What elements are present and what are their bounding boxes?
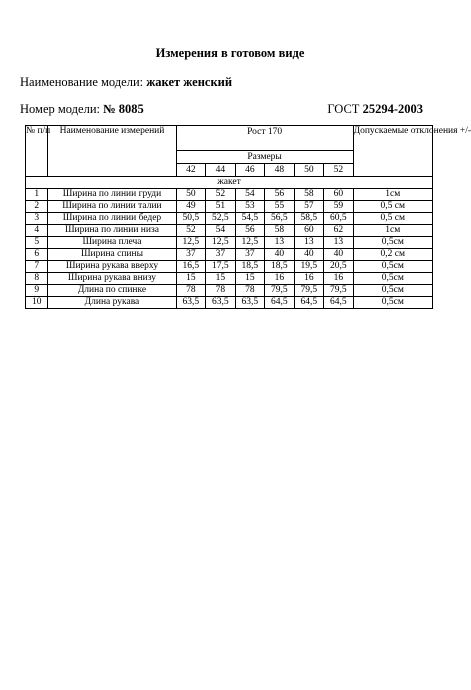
measurement-value: 40	[265, 249, 295, 261]
measurement-value: 20,5	[324, 261, 354, 273]
tolerance-value: 1см	[353, 225, 432, 237]
gost-line	[327, 102, 423, 117]
header-num: № п/п	[26, 126, 48, 177]
measurement-value: 56	[265, 189, 295, 201]
row-number: 2	[26, 201, 48, 213]
measurement-value: 50	[176, 189, 206, 201]
table-row	[26, 261, 433, 273]
measurement-value: 16,5	[176, 261, 206, 273]
section-label: жакет	[26, 177, 433, 189]
measurement-value: 15	[206, 273, 236, 285]
table-row	[26, 285, 433, 297]
model-number-value: № 8085	[103, 102, 144, 116]
measurement-value: 79,5	[265, 285, 295, 297]
gost-label: ГОСТ	[327, 102, 360, 116]
measurement-value: 50,5	[176, 213, 206, 225]
table-row	[26, 201, 433, 213]
measurement-name: Ширина по линии талии	[48, 201, 176, 213]
size-cell: 46	[235, 164, 265, 177]
measurement-value: 13	[294, 237, 324, 249]
tolerance-value: 0,5см	[353, 261, 432, 273]
measurement-value: 56,5	[265, 213, 295, 225]
measurement-value: 52	[176, 225, 206, 237]
header-height: Рост 170	[176, 126, 353, 151]
row-number: 9	[26, 285, 48, 297]
row-number: 5	[26, 237, 48, 249]
measurement-value: 63,5	[235, 297, 265, 309]
measurement-value: 54,5	[235, 213, 265, 225]
row-number: 3	[26, 213, 48, 225]
measurement-value: 64,5	[265, 297, 295, 309]
measurement-value: 58,5	[294, 213, 324, 225]
tolerance-value: 0,5 см	[353, 201, 432, 213]
table-row	[26, 225, 433, 237]
measurement-value: 37	[176, 249, 206, 261]
header-name: Наименование измерений	[48, 126, 176, 177]
measurement-value: 51	[206, 201, 236, 213]
measurement-value: 53	[235, 201, 265, 213]
measurement-name: Длина рукава	[48, 297, 176, 309]
measurement-value: 56	[235, 225, 265, 237]
measurement-value: 63,5	[206, 297, 236, 309]
measurement-name: Ширина плеча	[48, 237, 176, 249]
measurement-value: 55	[265, 201, 295, 213]
tolerance-value: 0,5см	[353, 285, 432, 297]
measurement-value: 63,5	[176, 297, 206, 309]
measurement-value: 60	[324, 189, 354, 201]
tolerance-value: 0,5см	[353, 273, 432, 285]
header-tolerance: Допускаемые отклонения +/-	[353, 126, 432, 177]
measurement-value: 49	[176, 201, 206, 213]
measurement-value: 52	[206, 189, 236, 201]
measurement-value: 15	[235, 273, 265, 285]
table-row	[26, 249, 433, 261]
measurement-value: 57	[294, 201, 324, 213]
table-row	[26, 213, 433, 225]
measurement-value: 12,5	[235, 237, 265, 249]
measurement-name: Ширина рукава вверху	[48, 261, 176, 273]
measurement-value: 60,5	[324, 213, 354, 225]
measurements-table	[25, 125, 471, 309]
tolerance-value: 1см	[353, 189, 432, 201]
measurement-value: 64,5	[324, 297, 354, 309]
measurement-value: 60	[294, 225, 324, 237]
page-title: Измерения в готовом виде	[155, 46, 305, 60]
measurement-name: Ширина спины	[48, 249, 176, 261]
row-number: 7	[26, 261, 48, 273]
measurement-value: 40	[324, 249, 354, 261]
measurement-name: Ширина рукава внизу	[48, 273, 176, 285]
section-row	[26, 177, 433, 189]
measurement-name: Ширина по линии груди	[48, 189, 176, 201]
table-row	[26, 297, 433, 309]
measurement-value: 17,5	[206, 261, 236, 273]
measurement-value: 18,5	[235, 261, 265, 273]
measurement-value: 37	[206, 249, 236, 261]
table-row	[26, 189, 433, 201]
measurement-value: 13	[265, 237, 295, 249]
model-number-label: Номер модели:	[20, 102, 100, 116]
tolerance-value: 0,2 см	[353, 249, 432, 261]
model-name-value: жакет женский	[146, 75, 233, 89]
row-number: 10	[26, 297, 48, 309]
measurement-value: 59	[324, 201, 354, 213]
measurement-value: 13	[324, 237, 354, 249]
tolerance-value: 0,5 см	[353, 213, 432, 225]
model-name-label: Наименование модели:	[20, 75, 144, 89]
row-number: 4	[26, 225, 48, 237]
row-number: 8	[26, 273, 48, 285]
measurement-value: 37	[235, 249, 265, 261]
measurement-value: 78	[176, 285, 206, 297]
measurement-value: 78	[235, 285, 265, 297]
model-number-line	[20, 102, 144, 117]
measurement-value: 79,5	[294, 285, 324, 297]
size-cell: 48	[265, 164, 295, 177]
model-name-line	[20, 75, 232, 90]
table-header-row	[26, 126, 433, 151]
size-cell: 50	[294, 164, 324, 177]
measurement-value: 58	[294, 189, 324, 201]
measurement-value: 78	[206, 285, 236, 297]
measurement-value: 54	[235, 189, 265, 201]
row-number: 1	[26, 189, 48, 201]
measurement-value: 54	[206, 225, 236, 237]
size-cell: 42	[176, 164, 206, 177]
measurement-name: Длина по спинке	[48, 285, 176, 297]
measurement-value: 40	[294, 249, 324, 261]
measurement-value: 19,5	[294, 261, 324, 273]
measurement-value: 16	[294, 273, 324, 285]
size-cell: 44	[206, 164, 236, 177]
table-row	[26, 237, 433, 249]
gost-value: 25294-2003	[362, 102, 423, 116]
measurement-name: Ширина по линии низа	[48, 225, 176, 237]
size-cell: 52	[324, 164, 354, 177]
measurement-value: 12,5	[206, 237, 236, 249]
measurement-name: Ширина по линии бедер	[48, 213, 176, 225]
measurement-value: 12,5	[176, 237, 206, 249]
measurement-value: 18,5	[265, 261, 295, 273]
measurement-value: 16	[265, 273, 295, 285]
row-number: 6	[26, 249, 48, 261]
measurement-value: 52,5	[206, 213, 236, 225]
measurement-value: 79,5	[324, 285, 354, 297]
tolerance-value: 0,5см	[353, 297, 432, 309]
measurement-value: 15	[176, 273, 206, 285]
table-row	[26, 273, 433, 285]
tolerance-value: 0,5см	[353, 237, 432, 249]
measurement-value: 58	[265, 225, 295, 237]
measurement-value: 64,5	[294, 297, 324, 309]
measurement-value: 16	[324, 273, 354, 285]
measurement-value: 62	[324, 225, 354, 237]
header-sizes: Размеры	[176, 151, 353, 164]
